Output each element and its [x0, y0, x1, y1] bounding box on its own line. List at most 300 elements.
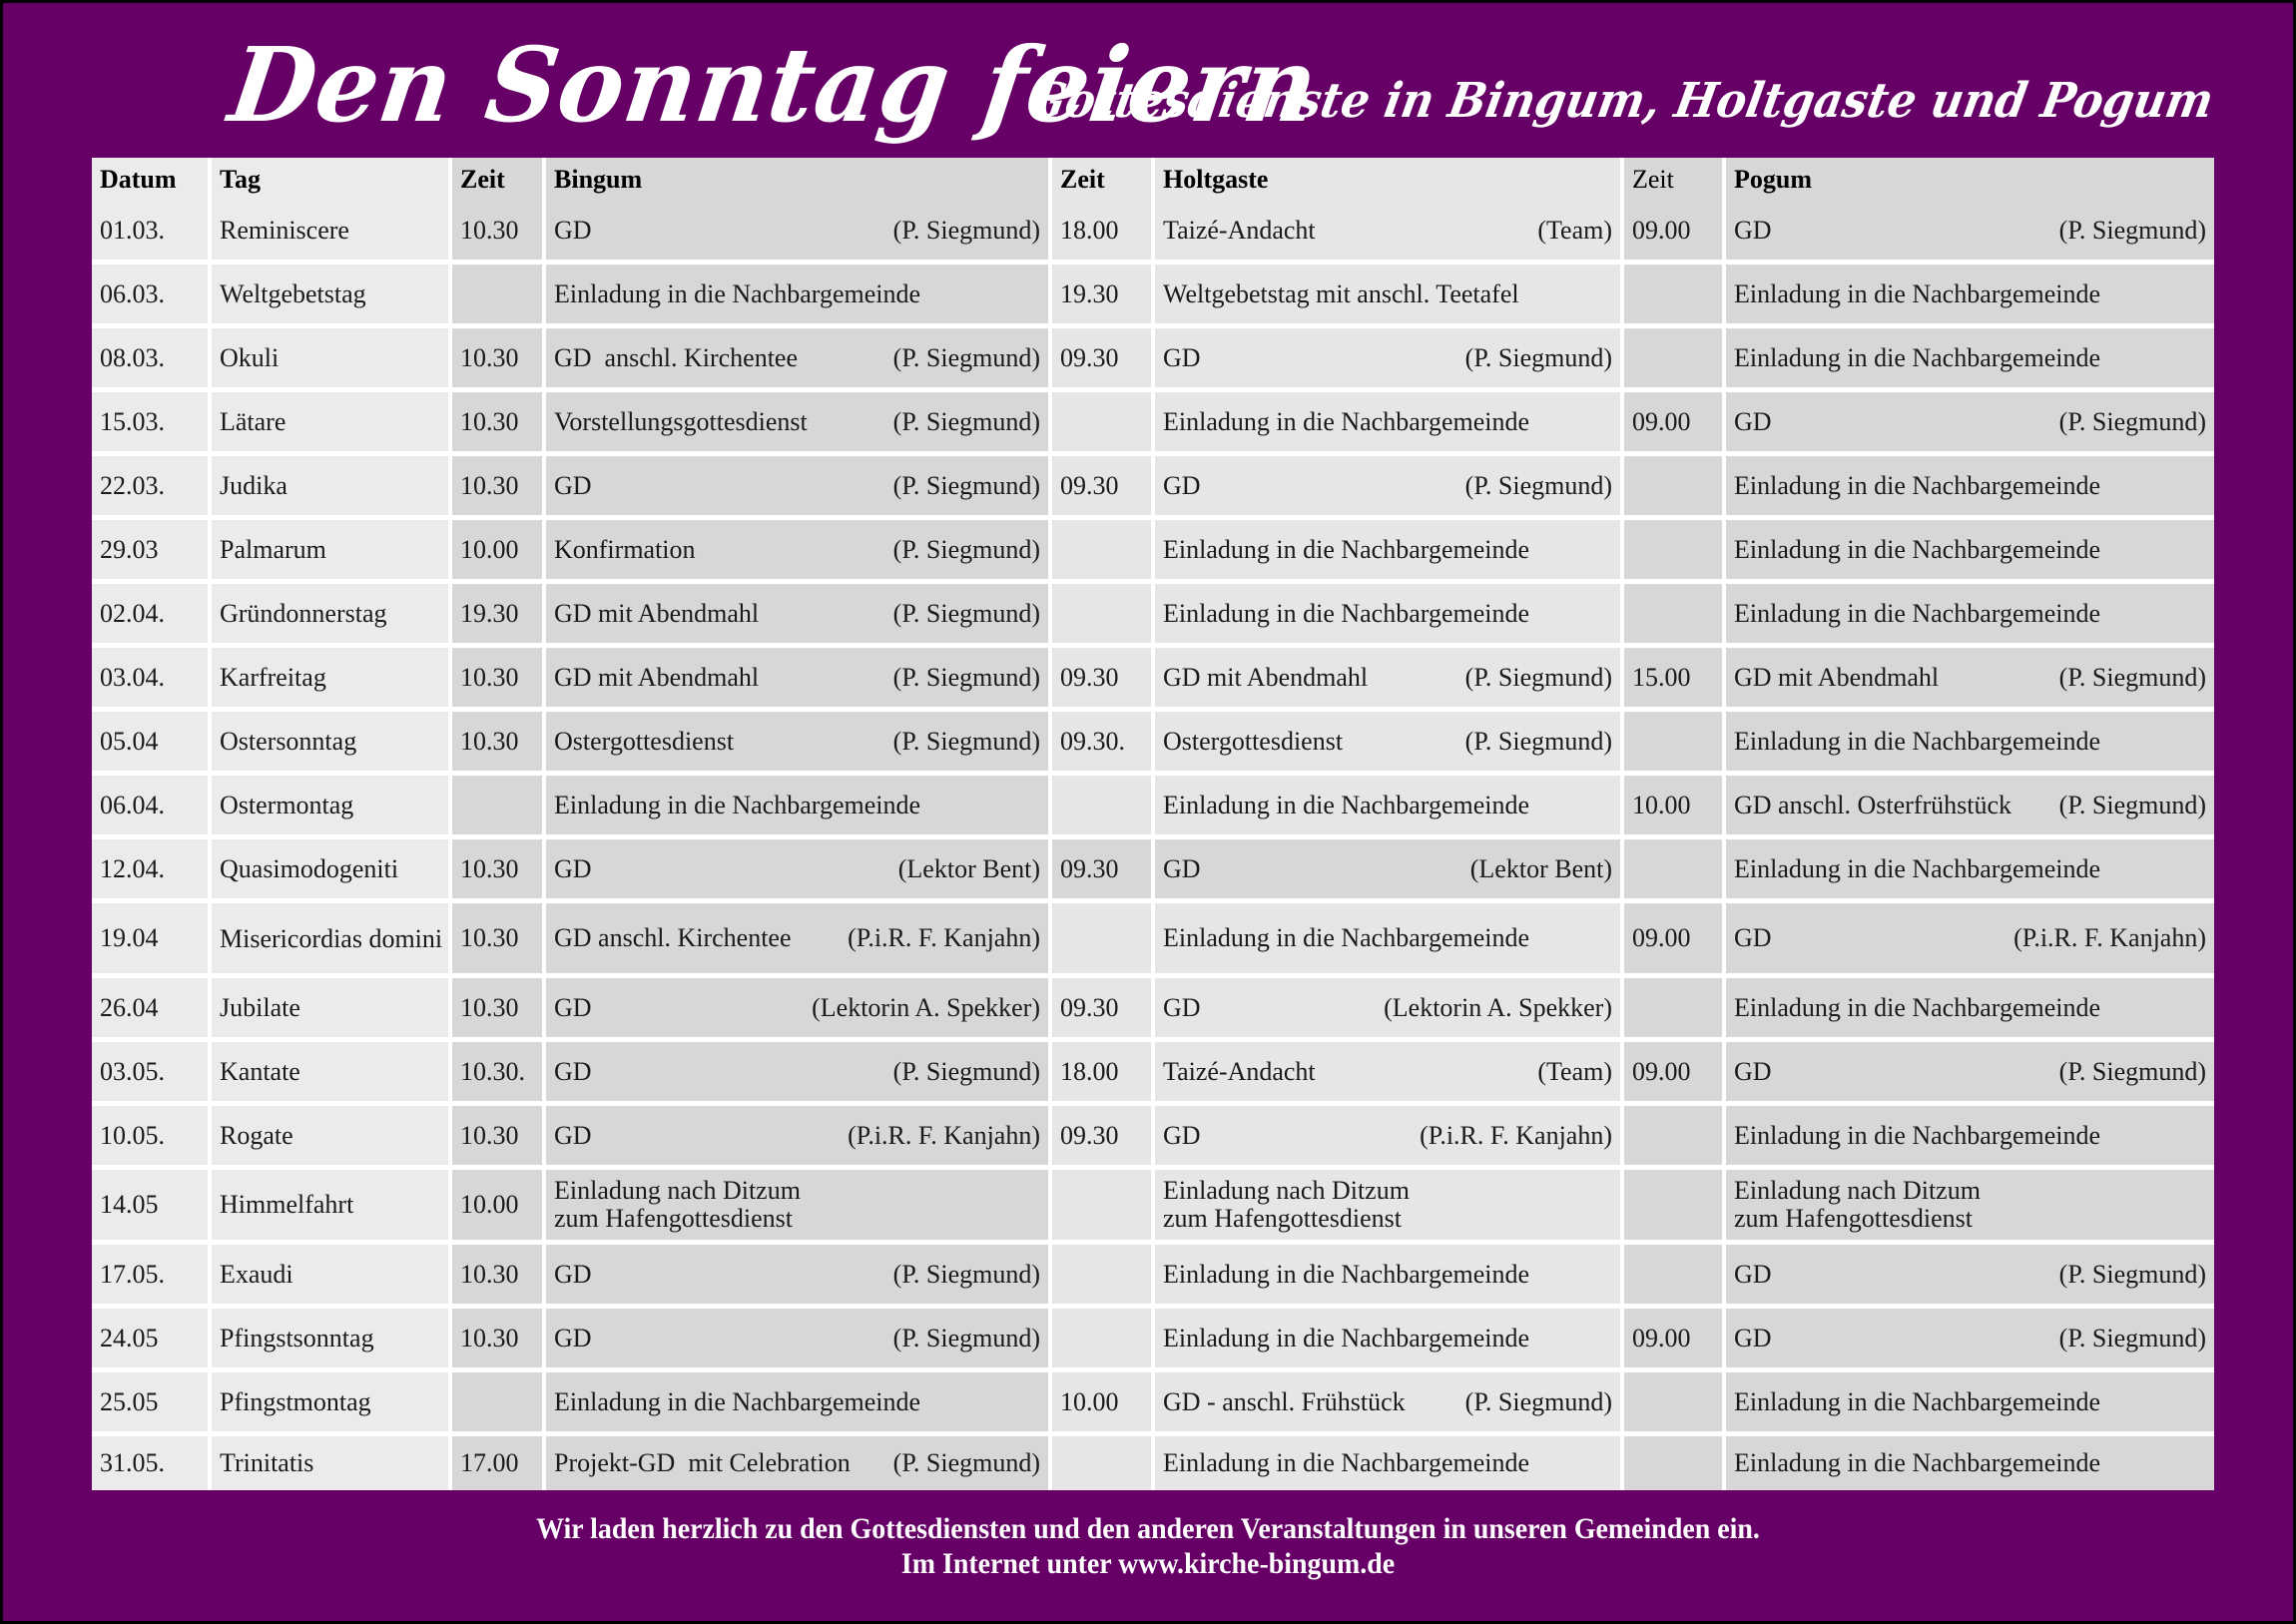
- cell-holtgaste: [1155, 1436, 1624, 1490]
- cell-zeit-bingum: 19.30: [452, 584, 546, 648]
- service-text: GD - anschl. Frühstück: [1163, 1386, 1406, 1416]
- service-entry: [1163, 1449, 1612, 1477]
- cell-zeit-pogum: [1624, 265, 1726, 328]
- cell-holtgaste: [1155, 776, 1624, 839]
- cell-zeit-holtgaste: [1052, 1245, 1155, 1309]
- cell-pogum: [1726, 978, 2214, 1042]
- cell-zeit-pogum: 09.00: [1624, 903, 1726, 978]
- cell-zeit-holtgaste: [1052, 1436, 1155, 1490]
- service-entry: [1734, 408, 2206, 436]
- cell-zeit-bingum: 10.30: [452, 1245, 546, 1309]
- cell-zeit-holtgaste: [1052, 1170, 1155, 1245]
- officiant: (P. Siegmund): [892, 1259, 1040, 1289]
- service-entry: [1163, 792, 1612, 819]
- officiant: (P. Siegmund): [2058, 1056, 2206, 1086]
- service-entry: [554, 994, 1040, 1022]
- cell-zeit-pogum: [1624, 1245, 1726, 1309]
- cell-zeit-holtgaste: 18.00: [1052, 1042, 1155, 1106]
- service-entry: [1734, 924, 2206, 952]
- officiant: (P.i.R. F. Kanjahn): [848, 1120, 1040, 1150]
- cell-datum: 01.03.: [92, 201, 212, 265]
- cell-datum: 22.03.: [92, 456, 212, 520]
- cell-holtgaste: [1155, 520, 1624, 584]
- cell-zeit-pogum: [1624, 978, 1726, 1042]
- service-text: Einladung in die Nachbargemeinde: [1734, 342, 2101, 372]
- cell-tag: Himmelfahrt: [212, 1170, 452, 1245]
- cell-datum: 29.03: [92, 520, 212, 584]
- cell-bingum: [546, 839, 1052, 903]
- cell-tag: Pfingstmontag: [212, 1372, 452, 1436]
- service-text: GD anschl. Kirchentee: [554, 923, 792, 952]
- cell-tag: Weltgebetstag: [212, 265, 452, 328]
- service-entry: [554, 1449, 1040, 1477]
- header-tag: Tag: [212, 158, 452, 201]
- service-text: Einladung in die Nachbargemeinde: [1734, 992, 2101, 1022]
- cell-zeit-bingum: 10.30.: [452, 1042, 546, 1106]
- officiant: (P. Siegmund): [892, 470, 1040, 500]
- cell-zeit-pogum: [1624, 712, 1726, 776]
- officiant: (P. Siegmund): [2058, 406, 2206, 436]
- cell-datum: 17.05.: [92, 1245, 212, 1309]
- cell-pogum: [1726, 1170, 2214, 1245]
- cell-zeit-holtgaste: [1052, 584, 1155, 648]
- officiant: (P. Siegmund): [2058, 215, 2206, 245]
- cell-tag: Kantate: [212, 1042, 452, 1106]
- cell-zeit-holtgaste: [1052, 1309, 1155, 1372]
- service-entry: [1734, 1058, 2206, 1086]
- service-text: Projekt-GD mit Celebration: [554, 1448, 851, 1477]
- service-entry: [554, 1261, 1040, 1289]
- service-text: GD: [554, 853, 592, 883]
- service-text: Einladung in die Nachbargemeinde: [1734, 1386, 2101, 1416]
- page-title: Den Sonntag feiern: [223, 25, 1326, 146]
- officiant: (P. Siegmund): [892, 534, 1040, 564]
- footer-invitation: Wir laden herzlich zu den Gottesdiensten und den anderen Veranstaltungen in unseren Gemeinden ein.: [536, 1512, 1760, 1545]
- service-text: Einladung in die Nachbargemeinde: [1163, 923, 1530, 952]
- service-entry: [1734, 728, 2206, 756]
- cell-datum: 08.03.: [92, 328, 212, 392]
- service-entry: [1163, 344, 1612, 372]
- officiant: (Lektorin A. Spekker): [812, 992, 1040, 1022]
- cell-bingum: [546, 1170, 1052, 1245]
- header-zeit-holtgaste: Zeit: [1052, 158, 1155, 201]
- officiant: (P. Siegmund): [2058, 790, 2206, 819]
- cell-tag: Judika: [212, 456, 452, 520]
- service-text: GD: [1734, 406, 1772, 436]
- cell-zeit-bingum: [452, 265, 546, 328]
- header-zeit-bingum: Zeit: [452, 158, 546, 201]
- cell-zeit-holtgaste: 09.30: [1052, 1106, 1155, 1170]
- cell-tag: Misericordias domini: [212, 903, 452, 978]
- cell-zeit-holtgaste: [1052, 520, 1155, 584]
- cell-holtgaste: [1155, 1245, 1624, 1309]
- service-text: Einladung in die Nachbargemeinde: [1734, 726, 2101, 756]
- cell-datum: 31.05.: [92, 1436, 212, 1490]
- service-text: Einladung in die Nachbargemeinde: [1734, 853, 2101, 883]
- cell-pogum: [1726, 1106, 2214, 1170]
- service-entry: [554, 472, 1040, 500]
- title-banner: [3, 23, 2293, 153]
- service-entry: [1163, 924, 1612, 952]
- service-entry: [1734, 1449, 2206, 1477]
- cell-bingum: [546, 265, 1052, 328]
- service-text: GD mit Abendmahl: [1163, 662, 1369, 692]
- service-text: GD: [554, 215, 592, 245]
- service-entry: [1734, 855, 2206, 883]
- table-row: [92, 978, 2214, 1042]
- service-text-line1: Einladung nach Ditzum: [1163, 1176, 1410, 1205]
- service-entry: [1163, 855, 1612, 883]
- cell-holtgaste: [1155, 648, 1624, 712]
- cell-holtgaste: [1155, 584, 1624, 648]
- cell-holtgaste: [1155, 839, 1624, 903]
- cell-holtgaste: [1155, 1309, 1624, 1372]
- cell-bingum: [546, 712, 1052, 776]
- officiant: (Team): [1537, 215, 1612, 245]
- cell-zeit-holtgaste: 09.30: [1052, 328, 1155, 392]
- service-entry: [1163, 600, 1612, 628]
- service-text: Einladung in die Nachbargemeinde: [1734, 1120, 2101, 1150]
- cell-pogum: [1726, 201, 2214, 265]
- service-entry: [1163, 728, 1612, 756]
- service-text-line2: zum Hafengottesdienst: [554, 1204, 793, 1233]
- service-text: GD mit Abendmahl: [1734, 662, 1940, 692]
- service-text: Einladung in die Nachbargemeinde: [1163, 1323, 1530, 1353]
- cell-holtgaste: [1155, 1372, 1624, 1436]
- service-text: Einladung in die Nachbargemeinde: [1734, 278, 2101, 308]
- cell-tag: Jubilate: [212, 978, 452, 1042]
- cell-zeit-bingum: 10.30: [452, 648, 546, 712]
- service-entry: [1163, 280, 1612, 308]
- cell-bingum: [546, 648, 1052, 712]
- service-text: GD: [1734, 215, 1772, 245]
- table-row: [92, 1372, 2214, 1436]
- officiant: (P. Siegmund): [1464, 342, 1612, 372]
- service-entry: [554, 1122, 1040, 1150]
- cell-holtgaste: [1155, 456, 1624, 520]
- cell-zeit-bingum: 10.30: [452, 392, 546, 456]
- cell-zeit-pogum: [1624, 839, 1726, 903]
- service-text: Einladung in die Nachbargemeinde: [554, 1386, 921, 1416]
- service-entry: [1163, 1325, 1612, 1353]
- table-row: [92, 839, 2214, 903]
- schedule-body: [92, 201, 2214, 1490]
- officiant: (P. Siegmund): [1464, 726, 1612, 756]
- service-entry: [1734, 280, 2206, 308]
- cell-zeit-bingum: 10.30: [452, 1309, 546, 1372]
- cell-pogum: [1726, 712, 2214, 776]
- officiant: (P. Siegmund): [892, 215, 1040, 245]
- cell-bingum: [546, 776, 1052, 839]
- cell-tag: Reminiscere: [212, 201, 452, 265]
- cell-zeit-bingum: 10.30: [452, 1106, 546, 1170]
- service-entry: [554, 728, 1040, 756]
- cell-tag: Lätare: [212, 392, 452, 456]
- service-text: GD: [554, 1056, 592, 1086]
- officiant: (P. Siegmund): [892, 598, 1040, 628]
- cell-zeit-pogum: 10.00: [1624, 776, 1726, 839]
- cell-datum: 02.04.: [92, 584, 212, 648]
- cell-datum: 15.03.: [92, 392, 212, 456]
- service-text: Einladung in die Nachbargemeinde: [1163, 1448, 1530, 1477]
- cell-zeit-pogum: [1624, 1170, 1726, 1245]
- officiant: (P. Siegmund): [892, 1448, 1040, 1477]
- service-text: Ostergottesdienst: [554, 726, 735, 756]
- cell-bingum: [546, 1309, 1052, 1372]
- service-entry: [554, 855, 1040, 883]
- cell-zeit-bingum: 10.30: [452, 328, 546, 392]
- service-entry: [554, 1388, 1040, 1416]
- service-entry: [554, 792, 1040, 819]
- cell-holtgaste: [1155, 1106, 1624, 1170]
- service-entry: [1734, 1388, 2206, 1416]
- service-text: GD: [554, 1259, 592, 1289]
- cell-datum: 24.05: [92, 1309, 212, 1372]
- service-text: Einladung in die Nachbargemeinde: [1163, 598, 1530, 628]
- table-row: [92, 201, 2214, 265]
- service-text: Einladung in die Nachbargemeinde: [1163, 406, 1530, 436]
- cell-datum: 14.05: [92, 1170, 212, 1245]
- cell-zeit-bingum: [452, 1372, 546, 1436]
- cell-bingum: [546, 978, 1052, 1042]
- table-row: [92, 1309, 2214, 1372]
- service-entry: [1163, 408, 1612, 436]
- cell-zeit-bingum: 10.30: [452, 903, 546, 978]
- service-entry: [1163, 472, 1612, 500]
- cell-zeit-pogum: [1624, 520, 1726, 584]
- cell-zeit-pogum: 09.00: [1624, 201, 1726, 265]
- service-text: GD: [1163, 992, 1201, 1022]
- officiant: (P. Siegmund): [892, 726, 1040, 756]
- service-entry: [1163, 1388, 1612, 1416]
- cell-tag: Gründonnerstag: [212, 584, 452, 648]
- cell-tag: Exaudi: [212, 1245, 452, 1309]
- service-entry: [1163, 536, 1612, 564]
- header-holtgaste: Holtgaste: [1155, 158, 1624, 201]
- cell-zeit-pogum: [1624, 1436, 1726, 1490]
- cell-bingum: [546, 392, 1052, 456]
- header-datum: Datum: [92, 158, 212, 201]
- service-entry: [554, 924, 1040, 952]
- cell-holtgaste: [1155, 201, 1624, 265]
- service-entry: [1163, 1122, 1612, 1150]
- cell-datum: 03.04.: [92, 648, 212, 712]
- service-entry: [1163, 664, 1612, 692]
- service-entry: [554, 280, 1040, 308]
- cell-pogum: [1726, 903, 2214, 978]
- cell-pogum: [1726, 520, 2214, 584]
- officiant: (P. Siegmund): [1464, 662, 1612, 692]
- cell-datum: 25.05: [92, 1372, 212, 1436]
- service-entry: [1163, 1261, 1612, 1289]
- cell-datum: 03.05.: [92, 1042, 212, 1106]
- cell-zeit-holtgaste: [1052, 776, 1155, 839]
- cell-bingum: [546, 520, 1052, 584]
- cell-bingum: [546, 1372, 1052, 1436]
- service-entry: [554, 536, 1040, 564]
- service-entry: [1734, 994, 2206, 1022]
- cell-bingum: [546, 1436, 1052, 1490]
- cell-tag: Karfreitag: [212, 648, 452, 712]
- cell-holtgaste: [1155, 1042, 1624, 1106]
- cell-zeit-bingum: 10.30: [452, 712, 546, 776]
- service-entry: [1734, 217, 2206, 245]
- officiant: (P. Siegmund): [892, 342, 1040, 372]
- cell-zeit-pogum: [1624, 584, 1726, 648]
- cell-pogum: [1726, 1436, 2214, 1490]
- cell-zeit-holtgaste: [1052, 392, 1155, 456]
- cell-tag: Pfingstsonntag: [212, 1309, 452, 1372]
- page-subtitle: Gottesdienste in Bingum, Holtgaste und Pogum: [1023, 73, 2218, 129]
- service-text: GD anschl. Osterfrühstück: [1734, 790, 2011, 819]
- cell-holtgaste: [1155, 392, 1624, 456]
- service-entry: [1734, 536, 2206, 564]
- table-row: [92, 1170, 2214, 1245]
- cell-zeit-holtgaste: 09.30: [1052, 456, 1155, 520]
- service-text: GD: [1734, 923, 1772, 952]
- cell-pogum: [1726, 776, 2214, 839]
- officiant: (Team): [1537, 1056, 1612, 1086]
- service-text: GD: [1163, 1120, 1201, 1150]
- officiant: (P. Siegmund): [1464, 1386, 1612, 1416]
- cell-tag: Palmarum: [212, 520, 452, 584]
- officiant: (P.i.R. F. Kanjahn): [1420, 1120, 1612, 1150]
- service-text: Einladung in die Nachbargemeinde: [1734, 470, 2101, 500]
- table-row: [92, 1436, 2214, 1490]
- service-entry: [554, 408, 1040, 436]
- cell-holtgaste: [1155, 328, 1624, 392]
- officiant: (P. Siegmund): [2058, 662, 2206, 692]
- officiant: (Lektorin A. Spekker): [1384, 992, 1612, 1022]
- service-schedule-table: [92, 158, 2214, 1490]
- cell-holtgaste: [1155, 712, 1624, 776]
- service-text: Vorstellungsgottesdienst: [554, 406, 808, 436]
- service-text: GD: [554, 1323, 592, 1353]
- table-row: [92, 776, 2214, 839]
- table-header-row: [92, 158, 2214, 201]
- cell-zeit-bingum: 17.00: [452, 1436, 546, 1490]
- service-entry: [1163, 217, 1612, 245]
- service-text: Einladung in die Nachbargemeinde: [1734, 598, 2101, 628]
- cell-tag: Rogate: [212, 1106, 452, 1170]
- cell-holtgaste: [1155, 978, 1624, 1042]
- cell-zeit-holtgaste: 09.30: [1052, 978, 1155, 1042]
- officiant: (P. Siegmund): [892, 662, 1040, 692]
- cell-zeit-bingum: 10.00: [452, 520, 546, 584]
- cell-bingum: [546, 328, 1052, 392]
- cell-pogum: [1726, 1309, 2214, 1372]
- service-text: GD: [1734, 1323, 1772, 1353]
- cell-zeit-bingum: 10.30: [452, 201, 546, 265]
- cell-holtgaste: [1155, 1170, 1624, 1245]
- service-entry: [554, 344, 1040, 372]
- cell-zeit-holtgaste: [1052, 903, 1155, 978]
- service-text: Ostergottesdienst: [1163, 726, 1344, 756]
- service-text-line2: zum Hafengottesdienst: [1163, 1204, 1402, 1233]
- cell-zeit-pogum: [1624, 456, 1726, 520]
- cell-bingum: [546, 903, 1052, 978]
- cell-bingum: [546, 1042, 1052, 1106]
- service-text: Einladung in die Nachbargemeinde: [1163, 1259, 1530, 1289]
- cell-tag: Trinitatis: [212, 1436, 452, 1490]
- cell-datum: 10.05.: [92, 1106, 212, 1170]
- officiant: (Lektor Bent): [897, 853, 1040, 883]
- service-entry: [554, 600, 1040, 628]
- cell-zeit-holtgaste: 09.30.: [1052, 712, 1155, 776]
- cell-pogum: [1726, 648, 2214, 712]
- cell-bingum: [546, 1245, 1052, 1309]
- service-entry: [1734, 1325, 2206, 1353]
- cell-zeit-pogum: [1624, 1372, 1726, 1436]
- service-text-line2: zum Hafengottesdienst: [1734, 1204, 1973, 1233]
- cell-bingum: [546, 456, 1052, 520]
- service-entry: [1163, 1058, 1612, 1086]
- service-text-line1: Einladung nach Ditzum: [554, 1176, 801, 1205]
- cell-zeit-holtgaste: 19.30: [1052, 265, 1155, 328]
- table-row: [92, 903, 2214, 978]
- officiant: (P. Siegmund): [892, 1056, 1040, 1086]
- service-entry: [1734, 600, 2206, 628]
- cell-pogum: [1726, 456, 2214, 520]
- service-entry: [1734, 344, 2206, 372]
- cell-zeit-bingum: [452, 776, 546, 839]
- cell-pogum: [1726, 1245, 2214, 1309]
- cell-zeit-pogum: 09.00: [1624, 1042, 1726, 1106]
- cell-pogum: [1726, 265, 2214, 328]
- cell-datum: 26.04: [92, 978, 212, 1042]
- service-entry: [1734, 1261, 2206, 1289]
- table-row: [92, 520, 2214, 584]
- service-text: GD: [1734, 1056, 1772, 1086]
- table-row: [92, 1245, 2214, 1309]
- service-entry: [1734, 664, 2206, 692]
- cell-zeit-holtgaste: 10.00: [1052, 1372, 1155, 1436]
- cell-pogum: [1726, 1042, 2214, 1106]
- service-text: GD: [1163, 342, 1201, 372]
- service-text: GD: [554, 1120, 592, 1150]
- table-row: [92, 392, 2214, 456]
- cell-tag: Ostermontag: [212, 776, 452, 839]
- officiant: (P.i.R. F. Kanjahn): [2013, 923, 2206, 952]
- officiant: (P. Siegmund): [892, 1323, 1040, 1353]
- table-row: [92, 648, 2214, 712]
- service-text: Einladung in die Nachbargemeinde: [554, 790, 921, 819]
- service-text: Einladung in die Nachbargemeinde: [1734, 1448, 2101, 1477]
- service-text: Einladung in die Nachbargemeinde: [1163, 534, 1530, 564]
- officiant: (P. Siegmund): [1464, 470, 1612, 500]
- header-pogum: Pogum: [1726, 158, 2214, 201]
- service-text: GD: [554, 470, 592, 500]
- service-text: GD: [554, 992, 592, 1022]
- cell-pogum: [1726, 839, 2214, 903]
- cell-tag: Okuli: [212, 328, 452, 392]
- cell-zeit-pogum: 15.00: [1624, 648, 1726, 712]
- service-entry: [554, 1058, 1040, 1086]
- service-entry: [1734, 792, 2206, 819]
- cell-zeit-pogum: [1624, 328, 1726, 392]
- cell-datum: 06.03.: [92, 265, 212, 328]
- cell-zeit-bingum: 10.30: [452, 456, 546, 520]
- cell-bingum: [546, 584, 1052, 648]
- table-row: [92, 328, 2214, 392]
- officiant: (P. Siegmund): [892, 406, 1040, 436]
- cell-bingum: [546, 1106, 1052, 1170]
- cell-datum: 12.04.: [92, 839, 212, 903]
- officiant: (Lektor Bent): [1469, 853, 1612, 883]
- cell-tag: Ostersonntag: [212, 712, 452, 776]
- service-entry: [554, 217, 1040, 245]
- cell-bingum: [546, 201, 1052, 265]
